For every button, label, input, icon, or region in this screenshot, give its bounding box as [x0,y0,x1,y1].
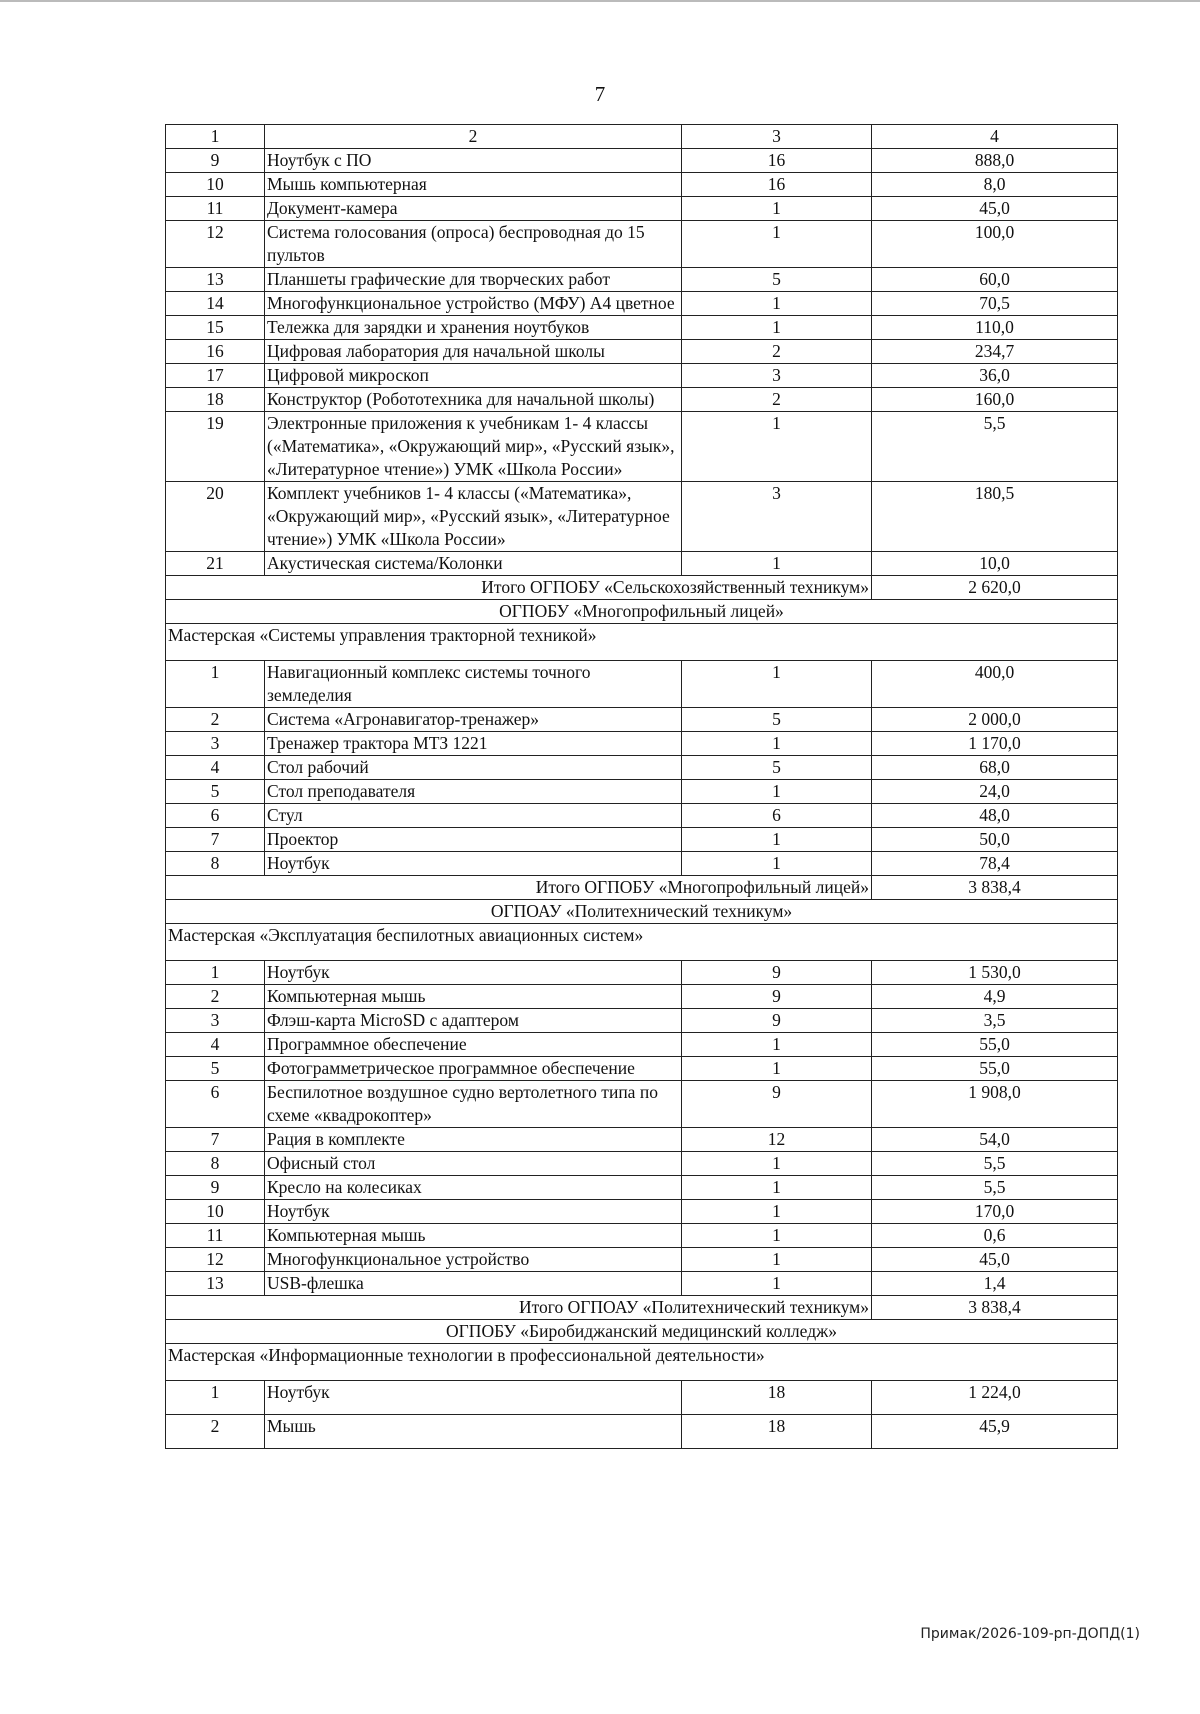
item-sum: 45,0 [872,1248,1118,1272]
table-row [166,197,1118,221]
item-quantity: 1 [682,1176,872,1200]
item-quantity: 16 [682,173,872,197]
item-sum: 1 908,0 [872,1081,1118,1128]
item-sum: 55,0 [872,1057,1118,1081]
item-quantity: 9 [682,1009,872,1033]
table-row [166,1272,1118,1296]
row-number: 1 [166,1381,265,1415]
item-sum: 234,7 [872,340,1118,364]
table-row [166,316,1118,340]
table-row [166,292,1118,316]
workshop-name: Мастерская «Информационные технологии в профессиональной деятельности» [166,1344,1118,1381]
organization-row [166,900,1118,924]
total-row [166,876,1118,900]
header-cell: 2 [265,125,682,149]
item-name: Кресло на колесиках [265,1176,682,1200]
item-sum: 8,0 [872,173,1118,197]
item-sum: 1 530,0 [872,961,1118,985]
item-name: Ноутбук [265,852,682,876]
row-number: 11 [166,1224,265,1248]
item-quantity: 6 [682,804,872,828]
item-sum: 888,0 [872,149,1118,173]
total-label: Итого ОГПОБУ «Сельскохозяйственный техникум» [166,576,872,600]
row-number: 11 [166,197,265,221]
table-row [166,173,1118,197]
table-row [166,780,1118,804]
organization-name: ОГПОБУ «Биробиджанский медицинский колледж» [166,1320,1118,1344]
row-number: 20 [166,482,265,552]
item-quantity: 5 [682,268,872,292]
table-row [166,985,1118,1009]
row-number: 4 [166,1033,265,1057]
organization-name: ОГПОАУ «Политехнический техникум» [166,900,1118,924]
item-name: Конструктор (Робототехника для начальной школы) [265,388,682,412]
item-name: Навигационный комплекс системы точного земледелия [265,661,682,708]
item-quantity: 1 [682,1200,872,1224]
total-label: Итого ОГПОАУ «Политехнический техникум» [166,1296,872,1320]
table-row [166,804,1118,828]
table-row [166,1248,1118,1272]
item-name: Стол преподавателя [265,780,682,804]
item-name: Компьютерная мышь [265,985,682,1009]
item-name: Рация в комплекте [265,1128,682,1152]
item-sum: 10,0 [872,552,1118,576]
item-sum: 68,0 [872,756,1118,780]
item-quantity: 9 [682,961,872,985]
row-number: 5 [166,780,265,804]
table-row [166,1128,1118,1152]
item-sum: 24,0 [872,780,1118,804]
item-quantity: 2 [682,388,872,412]
item-sum: 36,0 [872,364,1118,388]
item-name: Компьютерная мышь [265,1224,682,1248]
row-number: 12 [166,1248,265,1272]
item-quantity: 5 [682,756,872,780]
row-number: 19 [166,412,265,482]
item-name: Ноутбук с ПО [265,149,682,173]
row-number: 3 [166,732,265,756]
item-quantity: 2 [682,340,872,364]
total-sum: 3 838,4 [872,1296,1118,1320]
item-sum: 1 170,0 [872,732,1118,756]
item-quantity: 16 [682,149,872,173]
workshop-name: Мастерская «Системы управления тракторной техникой» [166,624,1118,661]
row-number: 6 [166,1081,265,1128]
table-row [166,268,1118,292]
item-name: Флэш-карта MicroSD с адаптером [265,1009,682,1033]
item-sum: 48,0 [872,804,1118,828]
item-quantity: 9 [682,1081,872,1128]
row-number: 15 [166,316,265,340]
item-quantity: 1 [682,1152,872,1176]
row-number: 18 [166,388,265,412]
row-number: 10 [166,173,265,197]
table-row [166,756,1118,780]
item-name: Ноутбук [265,961,682,985]
item-name: Ноутбук [265,1200,682,1224]
item-sum: 5,5 [872,1176,1118,1200]
item-name: Документ-камера [265,197,682,221]
item-name: Цифровая лаборатория для начальной школы [265,340,682,364]
page-top-rule [0,0,1200,2]
organization-row [166,1320,1118,1344]
item-quantity: 1 [682,828,872,852]
total-label: Итого ОГПОБУ «Многопрофильный лицей» [166,876,872,900]
table-row [166,1057,1118,1081]
header-cell: 3 [682,125,872,149]
workshop-row [166,1344,1118,1381]
item-sum: 78,4 [872,852,1118,876]
row-number: 2 [166,1415,265,1449]
row-number: 1 [166,661,265,708]
item-quantity: 1 [682,221,872,268]
header-cell: 1 [166,125,265,149]
row-number: 9 [166,1176,265,1200]
total-row [166,576,1118,600]
item-sum: 2 000,0 [872,708,1118,732]
item-sum: 180,5 [872,482,1118,552]
item-name: Ноутбук [265,1381,682,1415]
row-number: 10 [166,1200,265,1224]
item-sum: 160,0 [872,388,1118,412]
table-row [166,828,1118,852]
header-cell: 4 [872,125,1118,149]
item-name: Система «Агронавигатор-тренажер» [265,708,682,732]
item-name: Акустическая система/Колонки [265,552,682,576]
item-sum: 54,0 [872,1128,1118,1152]
row-number: 21 [166,552,265,576]
item-quantity: 1 [682,661,872,708]
item-name: Комплект учебников 1- 4 классы («Математика», «Окружающий мир», «Русский язык», «Литературное чтение») УМК «Школа России» [265,482,682,552]
item-sum: 70,5 [872,292,1118,316]
row-number: 7 [166,828,265,852]
item-quantity: 1 [682,1057,872,1081]
item-name: Стол рабочий [265,756,682,780]
table-row [166,1200,1118,1224]
table-row [166,1415,1118,1449]
item-sum: 170,0 [872,1200,1118,1224]
row-number: 3 [166,1009,265,1033]
table-row [166,412,1118,482]
item-quantity: 1 [682,732,872,756]
item-sum: 0,6 [872,1224,1118,1248]
table-row [166,661,1118,708]
item-quantity: 1 [682,1248,872,1272]
table-header-row [166,125,1118,149]
row-number: 17 [166,364,265,388]
table-row [166,364,1118,388]
workshop-row [166,624,1118,661]
item-quantity: 1 [682,316,872,340]
item-name: Фотограмметрическое программное обеспечение [265,1057,682,1081]
item-quantity: 3 [682,364,872,388]
item-name: Офисный стол [265,1152,682,1176]
item-name: Электронные приложения к учебникам 1- 4 классы («Математика», «Окружающий мир», «Русский язык», «Литературное чтение») УМК «Школа России» [265,412,682,482]
item-sum: 55,0 [872,1033,1118,1057]
equipment-table [165,124,1118,1449]
item-name: Мышь [265,1415,682,1449]
item-sum: 110,0 [872,316,1118,340]
table-row [166,1033,1118,1057]
item-name: Мышь компьютерная [265,173,682,197]
item-name: Многофункциональное устройство (МФУ) А4 цветное [265,292,682,316]
item-quantity: 3 [682,482,872,552]
document-footer-code: Примак/2026-109-рп-ДОПД(1) [920,1626,1140,1642]
item-sum: 45,0 [872,197,1118,221]
row-number: 8 [166,852,265,876]
item-sum: 50,0 [872,828,1118,852]
workshop-name: Мастерская «Эксплуатация беспилотных авиационных систем» [166,924,1118,961]
total-row [166,1296,1118,1320]
workshop-row [166,924,1118,961]
item-name: Тренажер трактора МТЗ 1221 [265,732,682,756]
table-row [166,340,1118,364]
row-number: 1 [166,961,265,985]
item-quantity: 12 [682,1128,872,1152]
item-name: Цифровой микроскоп [265,364,682,388]
organization-name: ОГПОБУ «Многопрофильный лицей» [166,600,1118,624]
item-name: Планшеты графические для творческих работ [265,268,682,292]
item-name: Стул [265,804,682,828]
item-name: Многофункциональное устройство [265,1248,682,1272]
item-sum: 45,9 [872,1415,1118,1449]
row-number: 9 [166,149,265,173]
item-sum: 4,9 [872,985,1118,1009]
row-number: 16 [166,340,265,364]
row-number: 13 [166,1272,265,1296]
item-quantity: 1 [682,412,872,482]
item-name: Беспилотное воздушное судно вертолетного типа по схеме «квадрокоптер» [265,1081,682,1128]
item-quantity: 5 [682,708,872,732]
page-number: 7 [594,82,606,106]
total-sum: 3 838,4 [872,876,1118,900]
item-quantity: 18 [682,1415,872,1449]
item-name: USB-флешка [265,1272,682,1296]
table-row [166,1176,1118,1200]
table-row [166,732,1118,756]
table-row [166,149,1118,173]
item-quantity: 1 [682,1033,872,1057]
item-sum: 1 224,0 [872,1381,1118,1415]
row-number: 4 [166,756,265,780]
item-name: Проектор [265,828,682,852]
table-row [166,388,1118,412]
table-row [166,1152,1118,1176]
table-row [166,1009,1118,1033]
item-quantity: 1 [682,1272,872,1296]
table-row [166,1224,1118,1248]
item-sum: 5,5 [872,412,1118,482]
table-row [166,482,1118,552]
table-row [166,221,1118,268]
item-quantity: 1 [682,780,872,804]
item-sum: 5,5 [872,1152,1118,1176]
table-row [166,552,1118,576]
table-row [166,1381,1118,1415]
row-number: 7 [166,1128,265,1152]
total-sum: 2 620,0 [872,576,1118,600]
table-row [166,961,1118,985]
item-sum: 1,4 [872,1272,1118,1296]
organization-row [166,600,1118,624]
table-row [166,852,1118,876]
item-name: Тележка для зарядки и хранения ноутбуков [265,316,682,340]
item-name: Система голосования (опроса) беспроводная до 15 пультов [265,221,682,268]
item-quantity: 9 [682,985,872,1009]
item-quantity: 1 [682,552,872,576]
item-quantity: 18 [682,1381,872,1415]
item-sum: 3,5 [872,1009,1118,1033]
item-quantity: 1 [682,1224,872,1248]
row-number: 5 [166,1057,265,1081]
item-quantity: 1 [682,292,872,316]
item-name: Программное обеспечение [265,1033,682,1057]
item-quantity: 1 [682,197,872,221]
row-number: 2 [166,708,265,732]
row-number: 12 [166,221,265,268]
item-sum: 100,0 [872,221,1118,268]
row-number: 2 [166,985,265,1009]
table-row [166,1081,1118,1128]
row-number: 8 [166,1152,265,1176]
row-number: 13 [166,268,265,292]
item-sum: 60,0 [872,268,1118,292]
table-row [166,708,1118,732]
row-number: 6 [166,804,265,828]
item-sum: 400,0 [872,661,1118,708]
item-quantity: 1 [682,852,872,876]
row-number: 14 [166,292,265,316]
